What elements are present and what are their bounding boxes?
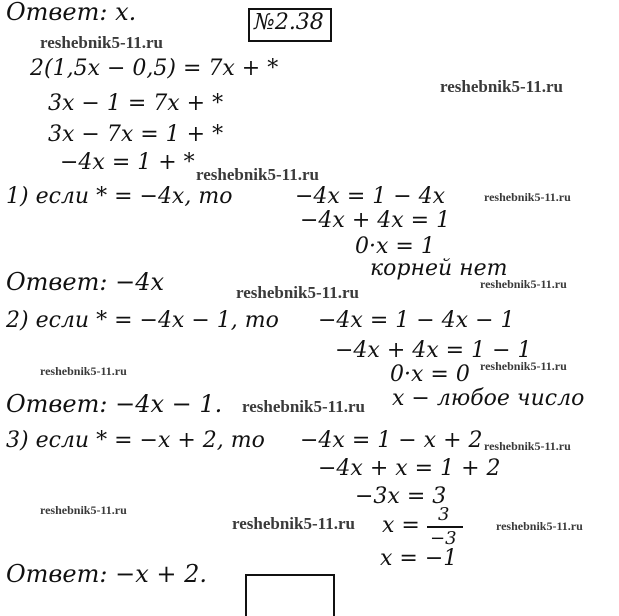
case-1-step-1: −4x = 1 − 4x xyxy=(295,184,446,209)
watermark: reshebnik5-11.ru xyxy=(484,190,571,204)
watermark: reshebnik5-11.ru xyxy=(40,503,127,517)
bottom-box-fragment xyxy=(245,574,335,616)
watermark: reshebnik5-11.ru xyxy=(236,283,359,302)
watermark: reshebnik5-11.ru xyxy=(484,439,571,453)
case-1-step-3: 0·x = 1 xyxy=(355,234,435,259)
watermark: reshebnik5-11.ru xyxy=(232,514,355,533)
case-3-step-1: −4x = 1 − x + 2 xyxy=(300,428,483,453)
case-1-condition: 1) если * = −4x, то xyxy=(6,184,233,209)
watermark: reshebnik5-11.ru xyxy=(440,77,563,96)
case-3-fraction-numerator: 3 xyxy=(438,504,450,525)
watermark: reshebnik5-11.ru xyxy=(480,359,567,373)
case-3-step-4-lhs: x = xyxy=(382,513,420,538)
top-answer: Ответ: x. xyxy=(6,0,137,26)
case-2-condition: 2) если * = −4x − 1, то xyxy=(6,308,279,333)
case-1-note: корней нет xyxy=(370,256,508,281)
case-2-note: x − любое число xyxy=(392,386,585,411)
answer-2: Ответ: −4x − 1. xyxy=(6,390,223,418)
case-3-step-3: −3x = 3 xyxy=(355,484,447,509)
case-3-condition: 3) если * = −x + 2, то xyxy=(6,428,265,453)
case-1-step-2: −4x + 4x = 1 xyxy=(300,208,451,233)
equation-line-4: −4x = 1 + * xyxy=(60,150,195,175)
watermark: reshebnik5-11.ru xyxy=(242,397,365,416)
watermark: reshebnik5-11.ru xyxy=(40,33,163,52)
case-2-step-3: 0·x = 0 xyxy=(390,362,470,387)
case-2-step-2: −4x + 4x = 1 − 1 xyxy=(335,338,532,363)
watermark: reshebnik5-11.ru xyxy=(480,277,567,291)
answer-1: Ответ: −4x xyxy=(6,268,164,296)
problem-number: №2.38 xyxy=(254,10,324,35)
answer-3: Ответ: −x + 2. xyxy=(6,560,207,588)
watermark: reshebnik5-11.ru xyxy=(40,364,127,378)
case-3-fraction-denominator: −3 xyxy=(430,528,457,549)
case-2-step-1: −4x = 1 − 4x − 1 xyxy=(318,308,515,333)
watermark: reshebnik5-11.ru xyxy=(496,519,583,533)
equation-line-2: 3x − 1 = 7x + * xyxy=(48,91,224,116)
case-3-step-5: x = −1 xyxy=(380,546,458,571)
equation-line-1: 2(1,5x − 0,5) = 7x + * xyxy=(30,56,279,81)
equation-line-3: 3x − 7x = 1 + * xyxy=(48,122,224,147)
case-3-step-2: −4x + x = 1 + 2 xyxy=(318,456,501,481)
watermark: reshebnik5-11.ru xyxy=(196,165,319,184)
